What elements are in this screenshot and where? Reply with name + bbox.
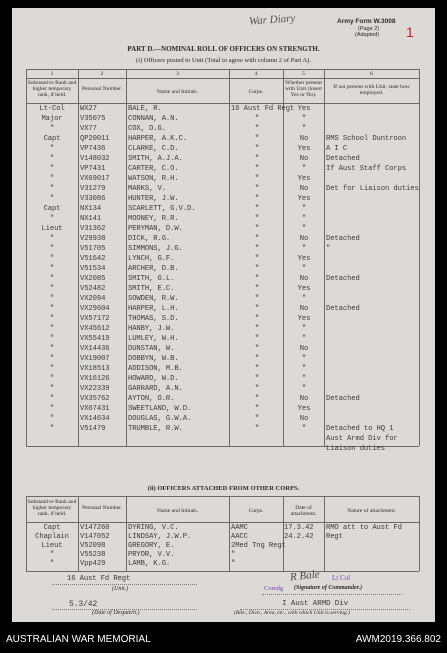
signature-label: (Signature of Commander.) [294,585,363,591]
posted-cell-number: V31279 [80,185,106,193]
posted-cell-employed: A I C [326,145,348,153]
posted-cell-present: " [301,375,307,383]
attached-cell-rank: " [49,560,55,568]
posted-cell-corps: " [254,265,260,273]
posted-cell-corps: " [254,165,260,173]
attached-cell-number: V147052 [80,533,110,541]
posted-cell-name: BALE, R. [128,105,162,113]
attached-cell-corps: AAMC [231,524,248,532]
posted-cell-corps: " [254,285,260,293]
posted-cell-name: WATSON, R.H. [128,175,179,183]
posted-cell-number: VP7431 [80,165,106,173]
posted-cell-employed: Detached [326,395,360,403]
posted-cell-present: " [301,125,307,133]
attached-cell-corps: AACC [231,533,248,541]
posted-cell-present: " [301,205,307,213]
posted-cell-name: CARTER, C.O. [128,165,179,173]
signature: R Bale [289,568,321,584]
posted-cell-number: V52482 [80,285,106,293]
posted-cell-corps: " [254,245,260,253]
posted-cell-number: V29938 [80,235,106,243]
posted-cell-present: " [301,385,307,393]
posted-cell-rank: " [49,395,55,403]
posted-cell-rank: " [49,215,55,223]
posted-cell-number: VX16126 [80,375,110,383]
unit-label: (Unit.) [112,586,129,592]
posted-cell-rank: " [49,125,55,133]
posted-cell-present: Yes [297,255,311,263]
posted-cell-present: No [299,185,309,193]
posted-cell-employed: Detached [326,275,360,283]
despatch-label: (Date of Despatch.) [92,610,140,616]
col-number-4: 4 [254,71,258,77]
posted-cell-number: VX57172 [80,315,110,323]
posted-cell-number: V148032 [80,155,110,163]
posted-employed-continuation: Aust Armd Div for [326,435,398,443]
attached-cell-date: 24.2.42 [284,533,314,541]
posted-cell-corps: " [254,255,260,263]
posted-cell-number: VX69017 [80,175,110,183]
posted-cell-name: COX, D.G. [128,125,166,133]
posted-cell-name: LYNCH, G.F. [128,255,175,263]
posted-cell-present: No [299,305,309,313]
attached-cell-name: DYRING, V.C. [128,524,179,532]
posted-cell-number: VX29604 [80,305,110,313]
posted-cell-corps: " [254,275,260,283]
posted-cell-employed: Detached [326,155,360,163]
posted-cell-employed: Detached [326,305,360,313]
form-page: (Page 2) [358,26,380,32]
posted-cell-number: VX22339 [80,385,110,393]
signature-rank: Lt Col [332,574,351,582]
posted-cell-corps: 16 Aust Fd Regt [231,105,295,113]
posted-cell-number: V51705 [80,245,106,253]
col-number-1: 1 [50,71,54,77]
col-number-2: 2 [100,71,104,77]
posted-cell-rank: " [49,285,55,293]
posted-cell-corps: " [254,175,260,183]
posted-cell-corps: " [254,115,260,123]
posted-cell-name: ADDISON, M.B. [128,365,183,373]
section2-title: (ii) OFFICERS ATTACHED FROM OTHER CORPS. [147,485,300,492]
posted-cell-number: V51642 [80,255,106,263]
posted-cell-name: DOBBYN, W.B. [128,355,179,363]
posted-cell-number: VX35762 [80,395,110,403]
attached-cell-rank: Lieut [41,542,63,550]
posted-cell-corps: " [254,395,260,403]
margin-mark: 1 [406,24,414,40]
attached-cell-number: Vpp429 [80,560,106,568]
posted-cell-rank: " [49,165,55,173]
posted-cell-present: " [301,355,307,363]
posted-cell-rank: Capt [43,205,61,213]
attached-cell-name: PRYOR, V.V. [128,551,175,559]
posted-cell-present: " [301,325,307,333]
posted-cell-employed: " [326,245,331,253]
posted-cell-rank: " [49,335,55,343]
posted-cell-corps: " [254,155,260,163]
attached-cell-name: GREGORY, E. [128,542,175,550]
posted-cell-name: HOWARD, W.D. [128,375,179,383]
posted-cell-present: " [301,215,307,223]
header-rank: Substantive Rank and higher temporary rank, if held. [27,80,77,98]
posted-cell-name: HUNTER, J.W. [128,195,179,203]
header-personal-number: Personal Number. [81,86,123,92]
posted-cell-corps: " [254,135,260,143]
posted-cell-number: VX19007 [80,355,110,363]
att-header-nature: Nature of attachment. [347,508,396,514]
posted-cell-rank: " [49,345,55,353]
posted-cell-present: Yes [297,405,311,413]
posted-cell-name: TRUMBLE, R.W. [128,425,183,433]
posted-cell-rank: " [49,265,55,273]
att-header-name: Name and Initials. [156,508,199,514]
form-adapted: (Adapted) [355,32,380,38]
comdg-prefix: Comdg [264,585,284,592]
posted-cell-present: " [301,225,307,233]
attached-cell-rank: Chaplain [35,533,69,541]
posted-cell-name: DOUGLAS, G.W.A. [128,415,192,423]
attached-cell-name: LAMB, K.G. [128,560,171,568]
posted-cell-name: GARRARD, A.N. [128,385,183,393]
handwritten-note: War Diary [248,12,296,28]
posted-cell-number: VX2085 [80,275,106,283]
attached-cell-number: V55238 [80,551,106,559]
posted-cell-present: Yes [297,285,311,293]
posted-cell-present: Yes [297,105,311,113]
posted-cell-corps: " [254,235,260,243]
posted-cell-employed: Detached to HQ 1 [326,425,394,433]
posted-cell-corps: " [254,185,260,193]
posted-cell-rank: " [49,375,55,383]
posted-cell-corps: " [254,195,260,203]
archive-footer [0,622,447,653]
posted-cell-rank: " [49,305,55,313]
attached-cell-corps: 2Med Tng Regt [231,542,286,550]
posted-cell-number: V51479 [80,425,106,433]
posted-cell-rank: " [49,145,55,153]
attached-cell-nature: Regt [326,533,343,541]
posted-cell-corps: " [254,425,260,433]
posted-cell-rank: " [49,355,55,363]
posted-cell-corps: " [254,405,260,413]
posted-cell-employed: Detached [326,235,360,243]
posted-cell-number: WX27 [80,105,97,113]
posted-employed-continuation: Liaison duties [326,445,385,453]
posted-cell-present: Yes [297,175,311,183]
posted-cell-corps: " [254,225,260,233]
posted-cell-rank: " [49,175,55,183]
col-number-5: 5 [302,71,305,77]
document-page [12,8,435,622]
posted-cell-corps: " [254,215,260,223]
posted-cell-rank: " [49,365,55,373]
posted-cell-rank: " [49,155,55,163]
posted-cell-corps: " [254,355,260,363]
form-name: Army Form W.3008 [337,18,396,25]
posted-cell-name: MARKS, V. [128,185,166,193]
posted-cell-name: ARCHER, D.B. [128,265,179,273]
posted-cell-number: VX67431 [80,405,110,413]
posted-cell-name: HANBY, J.W. [128,325,175,333]
posted-cell-present: Yes [297,195,311,203]
posted-cell-present: No [299,415,309,423]
posted-cell-name: DICK, R.G. [128,235,171,243]
attached-cell-name: LINDSAY, J.W.P. [128,533,192,541]
posted-cell-present: " [301,295,307,303]
posted-cell-corps: " [254,125,260,133]
posted-cell-present: No [299,345,309,353]
posted-cell-rank: " [49,405,55,413]
posted-cell-name: THOMAS, S.D. [128,315,179,323]
posted-cell-corps: " [254,385,260,393]
posted-cell-present: " [301,115,307,123]
posted-cell-employed: Det for Liaison duties [326,185,419,193]
posted-cell-name: SMITH, A.J.A. [128,155,183,163]
formation-value: I Aust ARMD Div [282,600,349,608]
despatch-date: 5.3/42 [69,600,98,609]
posted-cell-name: HARPER, L.H. [128,305,179,313]
posted-cell-name: AYTON, O.R. [128,395,175,403]
posted-cell-corps: " [254,365,260,373]
attached-cell-number: V52098 [80,542,106,550]
unit-value: 16 Aust Fd Regt [67,575,131,583]
posted-cell-name: CLARKE, C.D. [128,145,179,153]
posted-cell-corps: " [254,315,260,323]
posted-cell-number: VX45612 [80,325,110,333]
posted-cell-number: V33086 [80,195,106,203]
posted-cell-rank: " [49,195,55,203]
posted-cell-number: NX141 [80,215,102,223]
posted-cell-present: No [299,155,309,163]
posted-cell-rank: " [49,415,55,423]
posted-cell-number: VX18513 [80,365,110,373]
attached-cell-nature: RMO att to Aust Fd [326,524,402,532]
posted-cell-corps: " [254,205,260,213]
posted-cell-present: No [299,135,309,143]
posted-cell-rank: " [49,275,55,283]
posted-cell-name: MOONEY, R.R. [128,215,179,223]
posted-cell-present: No [299,395,309,403]
posted-cell-rank: Capt [43,135,61,143]
section1-title: (i) Officers posted to Unit (Total to agree with column 2 of Part A). [136,57,311,64]
posted-cell-present: Yes [297,315,311,323]
posted-cell-number: QP20011 [80,135,110,143]
posted-cell-present: No [299,275,309,283]
posted-cell-rank: " [49,295,55,303]
posted-cell-corps: " [254,375,260,383]
posted-cell-present: " [301,335,307,343]
header-corps: Corps. [248,89,264,95]
attached-cell-corps: " [231,560,236,568]
attached-cell-number: V147260 [80,524,110,532]
posted-cell-number: NX134 [80,205,102,213]
posted-cell-rank: Lt-Col [39,105,65,113]
header-employed: If not present with Unit, state how employed. [333,84,410,96]
posted-cell-corps: " [254,345,260,353]
posted-cell-rank: Major [41,115,63,123]
posted-cell-present: " [301,165,307,173]
posted-cell-rank: " [49,425,55,433]
posted-cell-corps: " [254,295,260,303]
posted-cell-number: V31362 [80,225,106,233]
attached-cell-rank: " [49,551,55,559]
attached-cell-rank: Capt [43,524,61,532]
posted-cell-present: Yes [297,145,311,153]
posted-cell-corps: " [254,415,260,423]
posted-cell-name: CONNAN, A.N. [128,115,179,123]
posted-cell-number: VX2094 [80,295,106,303]
posted-cell-number: VX14634 [80,415,110,423]
posted-cell-number: VX77 [80,125,97,133]
archive-reference: AWM2019.366.802 [355,634,441,645]
posted-cell-rank: " [49,235,55,243]
posted-cell-present: " [301,425,307,433]
att-header-number: Personal Number. [81,505,123,511]
posted-cell-name: LUMLEY, W.H. [128,335,179,343]
posted-cell-name: SOWDEN, R.W. [128,295,179,303]
posted-cell-present: No [299,235,309,243]
att-header-date: Date of attachment. [290,505,317,517]
posted-cell-rank: " [49,385,55,393]
posted-cell-rank: " [49,185,55,193]
header-name: Name and Initials. [156,89,199,95]
posted-cell-rank: " [49,255,55,263]
posted-cell-name: DUNSTAN, W. [128,345,175,353]
posted-cell-present: " [301,245,307,253]
header-present: Whether present with Unit (insert Yes or No). [285,80,322,98]
posted-cell-name: SIMMONS, J.G. [128,245,183,253]
posted-cell-rank: " [49,325,55,333]
posted-cell-present: " [301,365,307,373]
officers-posted-table [26,69,419,453]
posted-cell-number: V51534 [80,265,106,273]
posted-cell-rank: Lieut [41,225,63,233]
att-header-rank: Substantive Rank and higher temporary rank, if held. [27,499,77,517]
posted-cell-rank: " [49,315,55,323]
attached-cell-date: 17.3.42 [284,524,314,532]
posted-cell-number: VX55419 [80,335,110,343]
attached-cell-corps: " [231,551,236,559]
posted-cell-corps: " [254,305,260,313]
posted-cell-name: SMITH, E.C. [128,285,175,293]
posted-cell-rank: " [49,245,55,253]
posted-cell-name: SCARLETT, G.V.D. [128,205,196,213]
col-number-3: 3 [176,71,179,77]
posted-cell-name: SWEETLAND, W.D. [128,405,192,413]
posted-cell-corps: " [254,145,260,153]
posted-cell-name: SMITH, G.L. [128,275,175,283]
posted-cell-number: VP7436 [80,145,106,153]
posted-cell-number: V35075 [80,115,106,123]
posted-cell-corps: " [254,335,260,343]
part-title: PART D.—NOMINAL ROLL OF OFFICERS ON STRENGTH. [127,45,320,53]
posted-cell-employed: RMS School Duntroon [326,135,407,143]
officers-attached-table [26,496,419,571]
archive-name: AUSTRALIAN WAR MEMORIAL [6,634,151,645]
posted-cell-present: " [301,265,307,273]
formation-label: (Bde., Divn., Area, etc., with which Unit is serving.) [234,610,350,616]
col-number-6: 6 [370,71,373,77]
att-header-corps: Corps. [248,508,264,514]
posted-cell-number: VX14436 [80,345,110,353]
posted-cell-name: PERYMAN, D.W. [128,225,183,233]
posted-cell-corps: " [254,325,260,333]
posted-cell-employed: If Aust Staff Corps [326,165,407,173]
posted-cell-name: HARPER, A.K.C. [128,135,187,143]
